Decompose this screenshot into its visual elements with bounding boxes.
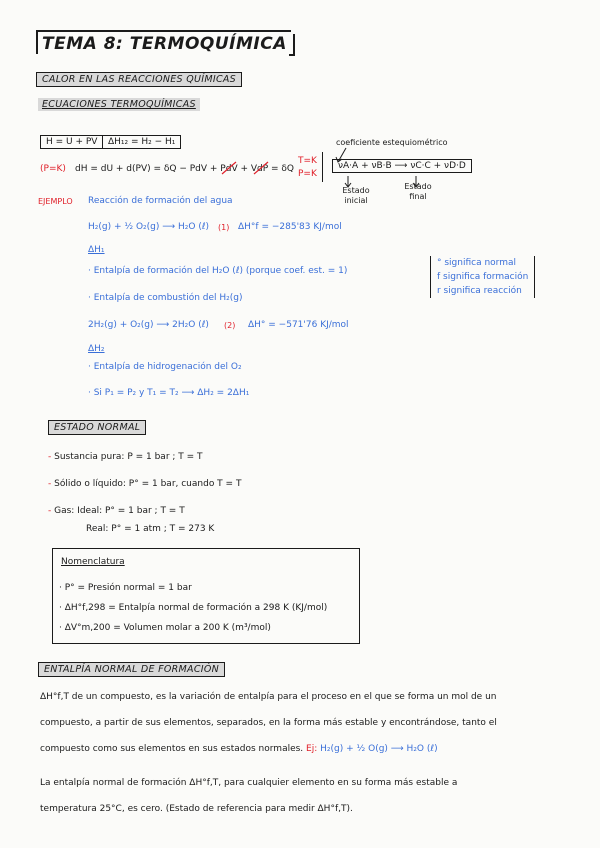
nomenclature-item-1: · P° = Presión normal = 1 bar: [59, 583, 192, 593]
section-heading-calor: CALOR EN LAS REACCIONES QUÍMICAS: [36, 72, 242, 87]
formula-delta-h12: ΔH₁₂ = H₂ − H₁: [102, 135, 181, 149]
coefficient-label: coeficiente estequiométrico: [336, 138, 448, 147]
section-heading-entalpia-normal: ENTALPÍA NORMAL DE FORMACIÓN: [38, 662, 225, 677]
estado-gas-ideal: - Gas: Ideal: P° = 1 bar ; T = T: [48, 506, 185, 516]
bracket: [322, 152, 323, 182]
reaction-2-number: (2): [224, 321, 236, 330]
example-label: Ej:: [306, 744, 318, 754]
formula-dh: dH = dU + d(PV) = δQ − PdV + PdV + VdP = δQ: [75, 164, 295, 174]
formation-paragraph2-line-2: temperatura 25°C, es cero. (Estado de referencia para medir ΔH°f,T).: [40, 804, 353, 814]
nomenclature-item-3: · ΔV°m,200 = Volumen molar a 200 K (m³/mol): [59, 623, 271, 633]
nomenclature-title: Nomenclatura: [61, 557, 125, 567]
formation-paragraph-line-1: ΔH°f,T de un compuesto, es la variación de entalpía para el proceso en el que se forma un mol de un: [40, 692, 497, 702]
formula-h-definition: H = U + PV: [40, 135, 103, 149]
formation-paragraph2-line-1: La entalpía normal de formación ΔH°f,T, para cualquier elemento en su forma más estable a: [40, 778, 458, 788]
formation-paragraph-line-2: compuesto, a partir de sus elementos, separados, en la forma más estable y encontrándose, tanto el: [40, 718, 497, 728]
reaction-1-enthalpy: ΔH°f = −285'83 KJ/mol: [238, 222, 342, 232]
delta-h2-meaning-a: · Entalpía de hidrogenación del O₂: [88, 362, 242, 372]
reaction-2: 2H₂(g) + O₂(g) ⟶ 2H₂O (ℓ): [88, 320, 209, 330]
constant-pressure-label: (P=K): [40, 164, 66, 174]
reaction-2-enthalpy: ΔH° = −571'76 KJ/mol: [248, 320, 349, 330]
example-reaction: H₂(g) + ½ O(g) ⟶ H₂O (ℓ): [320, 744, 438, 754]
formation-paragraph-line-3: compuesto como sus elementos en sus estados normales. Ej: H₂(g) + ½ O(g) ⟶ H₂O (ℓ): [40, 744, 438, 754]
legend-formation: f significa formación: [437, 272, 529, 282]
delta-h1-meaning-b: · Entalpía de combustión del H₂(g): [88, 293, 243, 303]
ejemplo-text: Reacción de formación del agua: [88, 196, 233, 206]
estado-inicial-label: Estado inicial: [342, 186, 370, 205]
delta-h2-label: ΔH₂: [88, 344, 105, 354]
notation-legend: [430, 256, 535, 298]
temperature-constant: T=K: [298, 156, 317, 166]
ejemplo-label: EJEMPLO: [38, 197, 73, 206]
estado-final-label: Estado final: [404, 182, 432, 201]
reaction-1: H₂(g) + ½ O₂(g) ⟶ H₂O (ℓ): [88, 222, 210, 232]
section-heading-estado-normal: ESTADO NORMAL: [48, 420, 146, 435]
page-title: TEMA 8: TERMOQUÍMICA: [36, 34, 295, 54]
delta-h1-meaning-a: · Entalpía de formación del H₂O (ℓ) (porque coef. est. = 1): [88, 266, 348, 276]
reaction-1-number: (1): [218, 223, 230, 232]
pressure-constant: P=K: [298, 169, 317, 179]
legend-normal: ° significa normal: [437, 258, 516, 268]
delta-h2-meaning-b: · Si P₁ = P₂ y T₁ = T₂ ⟶ ΔH₂ = 2ΔH₁: [88, 388, 250, 398]
estado-solido-liquido: - Sólido o líquido: P° = 1 bar, cuando T = T: [48, 479, 242, 489]
estado-sustancia-pura: - Sustancia pura: P = 1 bar ; T = T: [48, 452, 203, 462]
estado-gas-real: Real: P° = 1 atm ; T = 273 K: [86, 524, 215, 534]
section-heading-ecuaciones: ECUACIONES TERMOQUÍMICAS: [38, 98, 200, 111]
general-reaction: νA·A + νB·B ⟶ νC·C + νD·D: [332, 159, 472, 173]
delta-h1-label: ΔH₁: [88, 245, 105, 255]
legend-reaction: r significa reacción: [437, 286, 522, 296]
nomenclature-box: [52, 548, 360, 644]
nomenclature-item-2: · ΔH°f,298 = Entalpía normal de formación a 298 K (KJ/mol): [59, 603, 328, 613]
